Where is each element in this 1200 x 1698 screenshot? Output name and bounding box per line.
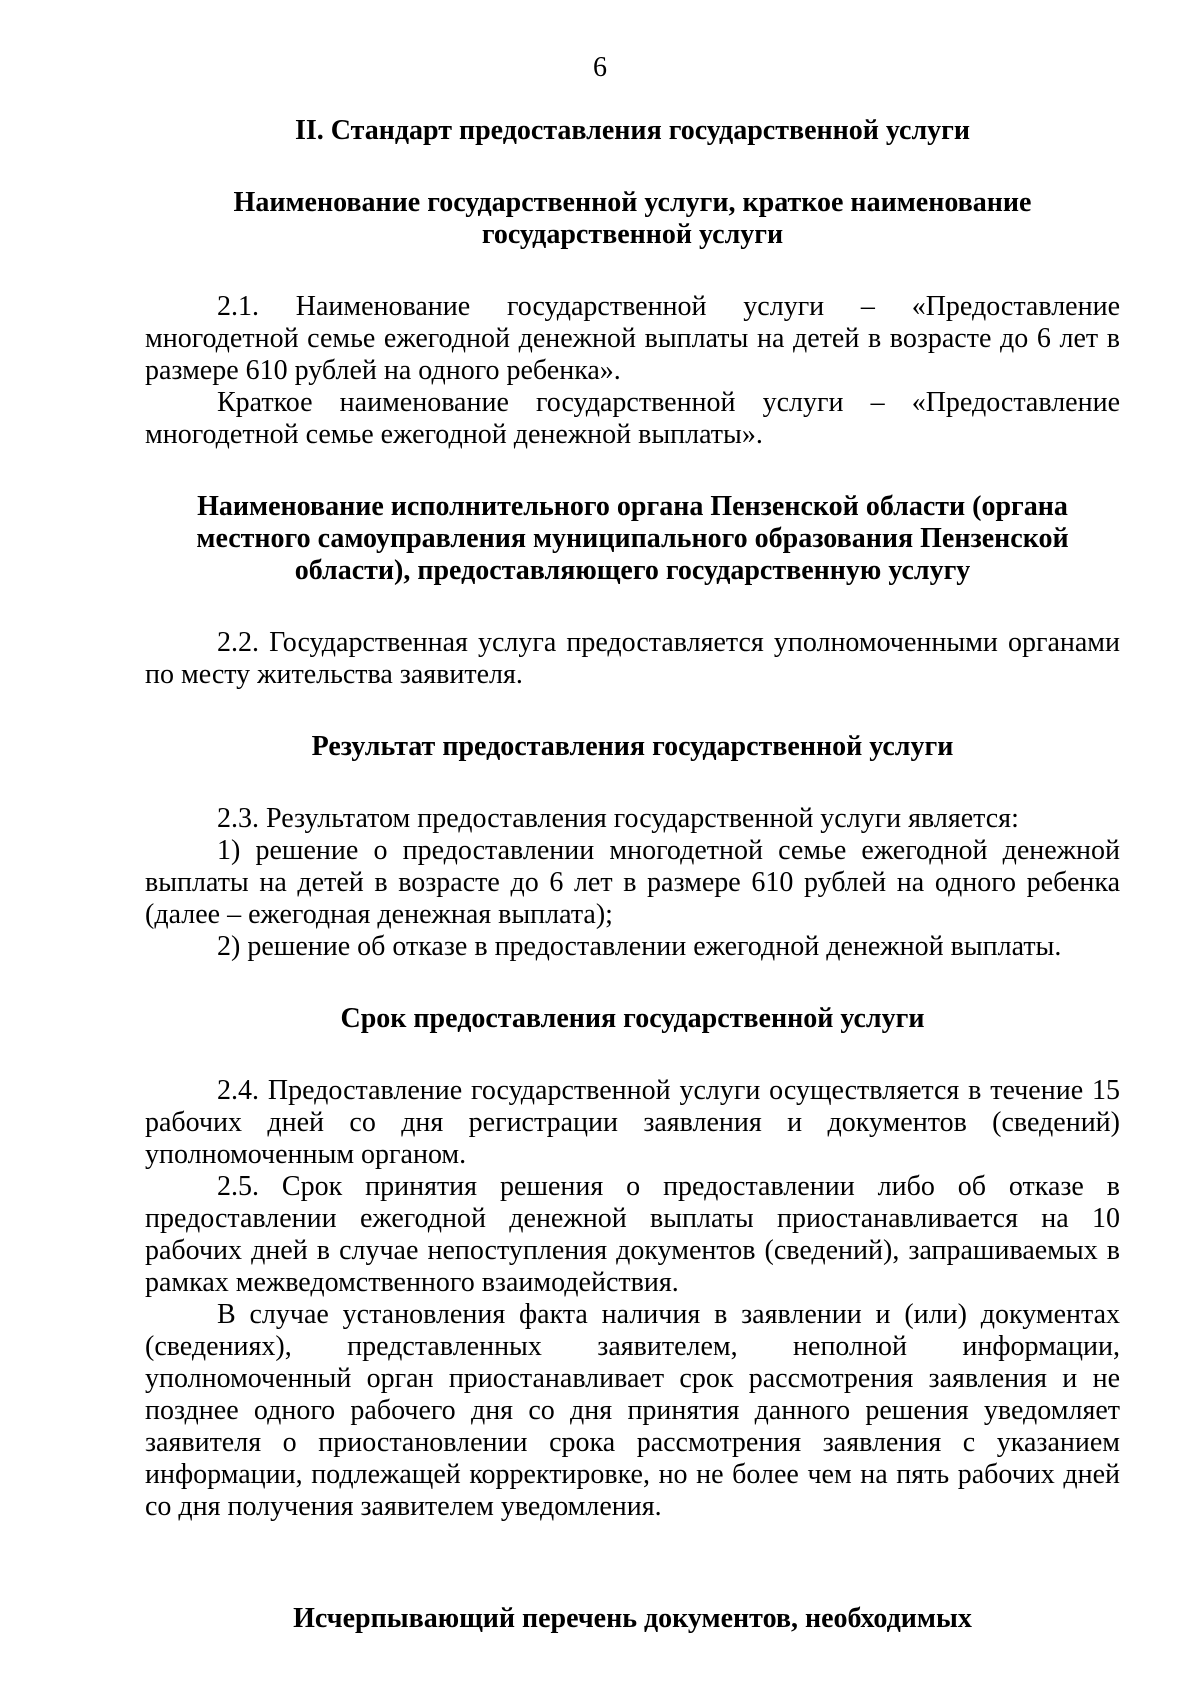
heading-service-name: Наименование государственной услуги, краткое наименование государственной услуги (233, 187, 1032, 250)
paragraph-2-3-item-1: 1) решение о предоставлении многодетной семье ежегодной денежной выплаты на детей в возрасте до 6 лет в размере 610 рублей на одного ребенка (далее – ежегодная денежная выплата); (145, 835, 1120, 930)
document-body (145, 115, 1120, 1635)
paragraph-2-2: 2.2. Государственная услуга предоставляется уполномоченными органами по месту жительства заявителя. (145, 627, 1120, 690)
paragraph-2-3: 2.3. Результатом предоставления государственной услуги является: (217, 803, 1019, 834)
paragraph-2-1: 2.1. Наименование государственной услуги – «Предоставление многодетной семье ежегодной денежной выплаты на детей в возрасте до 6 лет в размере 610 рублей на одного ребенка». (145, 291, 1120, 386)
paragraph-short-name: Краткое наименование государственной услуги – «Предоставление многодетной семье ежегодной денежной выплаты». (145, 387, 1120, 450)
heading-result: Результат предоставления государственной услуги (311, 731, 954, 762)
paragraph-suspension-case: В случае установления факта наличия в заявлении и (или) документах (сведениях), представленных заявителем, неполной информации, уполномоченный орган приостанавливает срок рассмотрения заявления и не позднее одного рабочего дня со дня принятия данного решения уведомляет заявителя о приостановлении срока рассмотрения заявления с указанием информации, подлежащей корректировке, но не более чем на пять рабочих дней со дня получения заявителем уведомления. (145, 1299, 1120, 1522)
paragraph-2-4: 2.4. Предоставление государственной услуги осуществляется в течение 15 рабочих дней со дня регистрации заявления и документов (сведений) уполномоченным органом. (145, 1075, 1120, 1170)
heading-term: Срок предоставления государственной услуги (340, 1003, 925, 1034)
page-number: 6 (593, 52, 607, 83)
heading-documents-list: Исчерпывающий перечень документов, необходимых (293, 1603, 972, 1634)
paragraph-2-5: 2.5. Срок принятия решения о предоставлении либо об отказе в предоставлении ежегодной денежной выплаты приостанавливается на 10 рабочих дней в случае непоступления документов (сведений), запрашиваемых в рамках межведомственного взаимодействия. (145, 1171, 1120, 1298)
paragraph-2-3-item-2: 2) решение об отказе в предоставлении ежегодной денежной выплаты. (217, 931, 1062, 962)
section-title: II. Стандарт предоставления государственной услуги (294, 115, 971, 146)
heading-executive-body: Наименование исполнительного органа Пензенской области (органа местного самоуправления муниципального образования Пензенской области), предоставляющего государственную услугу (196, 491, 1069, 586)
